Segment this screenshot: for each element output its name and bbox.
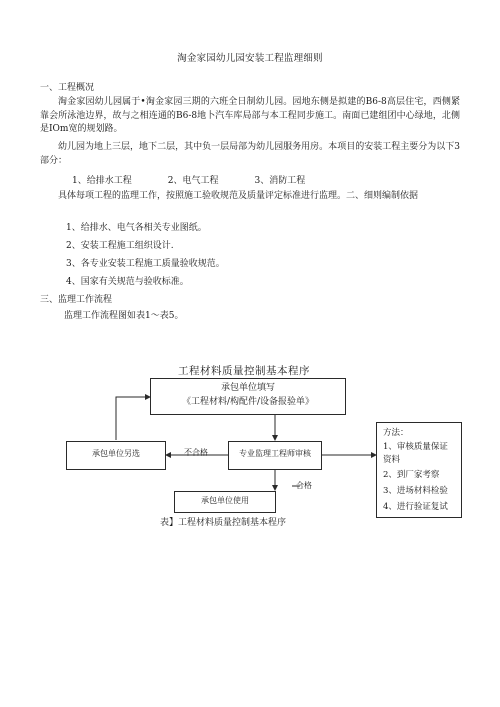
basis-item: 2、安装工程施工组织设计.: [66, 241, 174, 251]
review-box-label: 专业监理工程师审核: [239, 449, 311, 458]
submit-box-line: 《工程材料/构配件/设备报验单》: [181, 396, 315, 407]
basis-item: 3、各专业安装工程施工质量验收规范。: [66, 259, 225, 269]
section-heading-overview: 一、工程概况: [40, 83, 95, 93]
reject-box-label: 承包单位另选: [92, 449, 140, 458]
arrow-reject-to-submit: [116, 397, 150, 440]
fail-label: 不合格: [184, 448, 208, 457]
paragraph-structure: 幼儿园为地上三层，地下二层，其中负一层局部为幼儿园服务用房。本项目的安装工程主要分为以下3部分：: [40, 142, 460, 166]
method-item: 1、审核质量保证资料: [383, 441, 448, 465]
use-box-label: 承包单位使用: [201, 496, 249, 505]
method-item: 4、进行验证复试: [383, 501, 448, 512]
use-box: [174, 491, 276, 513]
paragraph-overview: 淘金家园幼儿园属于•淘金家园三期的六班全日制幼儿园。园地东侧是拟建的B6-8高层住宅，西侧紧靠会所泳池边界，故与之相连通的B6-8地卜汽车库局部与本工程同步施工。南面已建组团中心绿地，北侧是IOm宽的规划路。: [40, 97, 460, 134]
project-part: 1、给排水工程: [72, 176, 132, 186]
page-title: 淘金家园幼儿园安装工程监理细则: [177, 53, 323, 64]
paragraph-workflow: 监理工作流程图如表1〜表5。: [64, 311, 184, 321]
section-heading-workflow: 三、监理工作流程: [40, 295, 113, 305]
methods-box: [376, 422, 462, 518]
submit-form-box: [150, 378, 346, 415]
flowchart-caption: 表】工程材料质量控制基本程序: [160, 518, 287, 528]
method-item: 2、到厂家考察: [383, 470, 440, 481]
project-part: 3、消防工程: [254, 176, 306, 186]
paragraph-supervision: 具体每项工程的监理工作，按照施工验收规范及质量评定标准进行监理。二、细则编制依据: [58, 191, 419, 201]
basis-item: 4、国家有关规范与验收标准。: [66, 277, 189, 287]
project-part: 2、电气工程: [167, 176, 219, 186]
flowchart-title: 工程材料质量控制基本程序: [178, 365, 310, 377]
pass-label: 合格: [296, 481, 312, 490]
methods-heading: 方法：: [383, 428, 409, 438]
project-parts-list: [72, 175, 432, 189]
review-box: [228, 441, 322, 470]
submit-box-line: 承包单位填写: [220, 383, 275, 393]
basis-item: 1、给排水、电气各相关专业图纸。: [66, 223, 207, 233]
method-item: 3、进场材料检验: [383, 486, 448, 496]
reject-box: [66, 441, 166, 470]
